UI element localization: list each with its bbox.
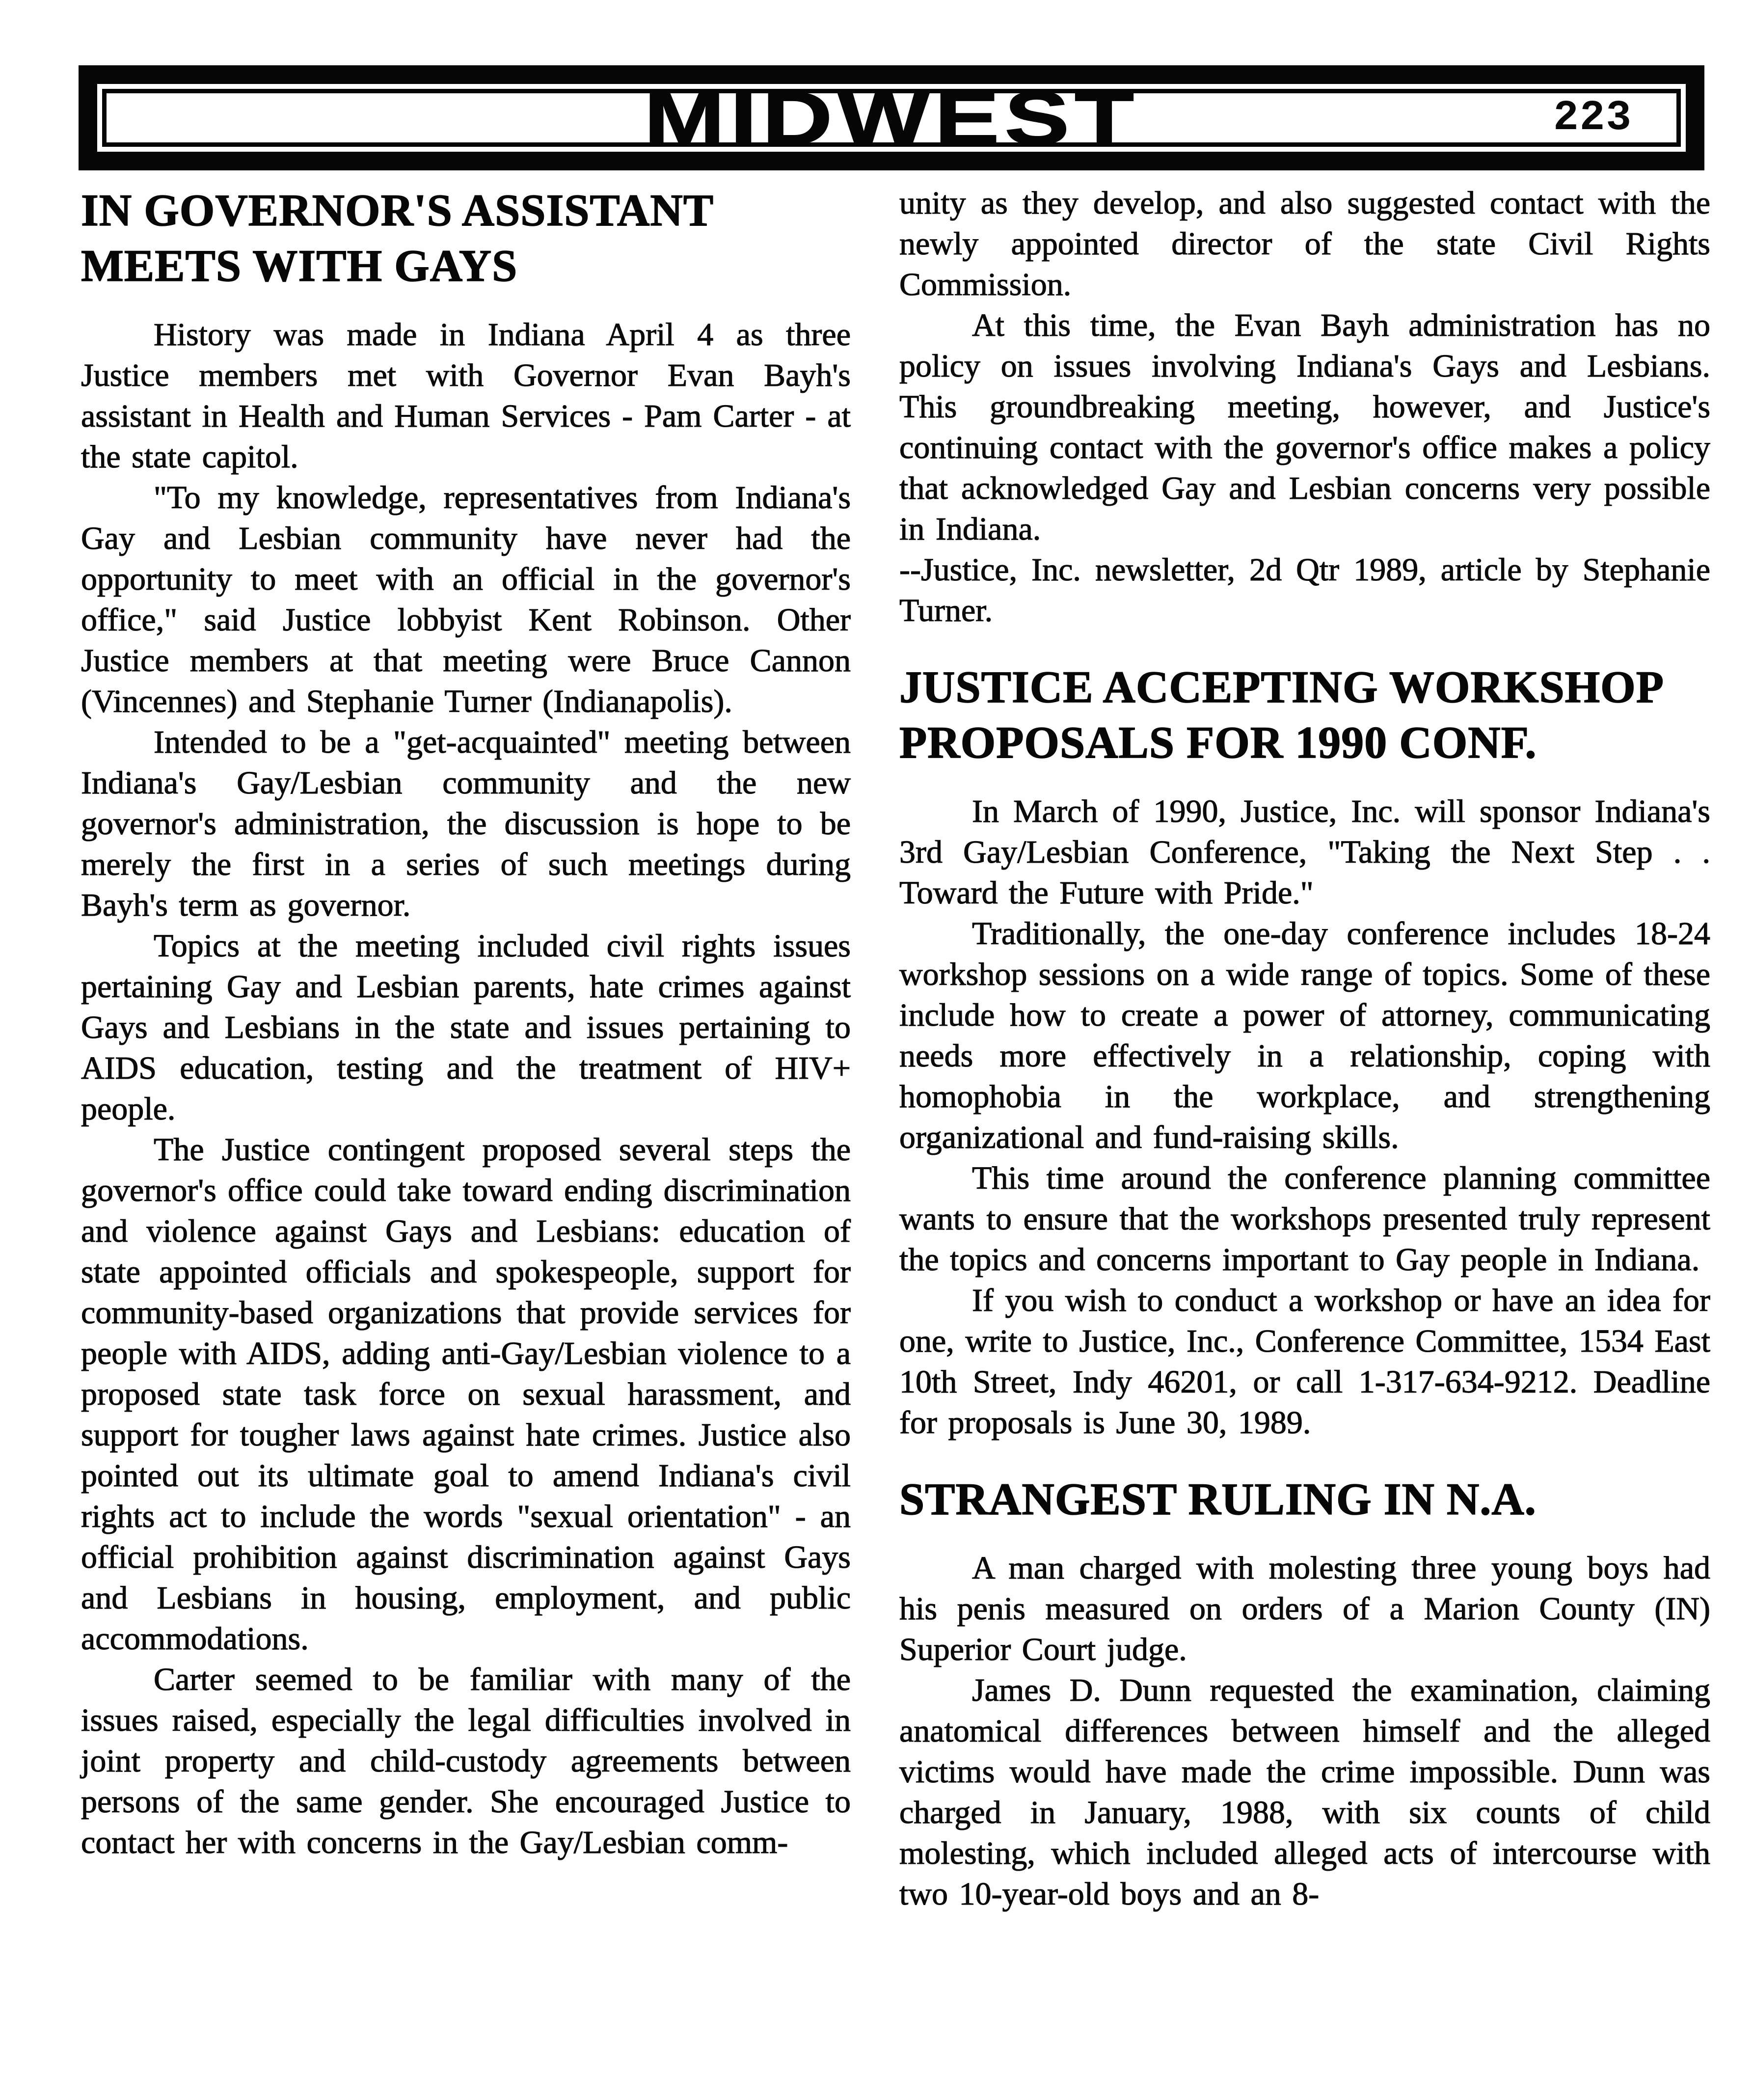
article-body-strangest-ruling: [899, 1548, 1710, 1914]
article-heading-strangest-ruling: STRANGEST RULING IN N.A.: [899, 1474, 1537, 1524]
article-attribution: --Justice, Inc. newsletter, 2d Qtr 1989, article by Stephanie Turner.: [899, 552, 1710, 628]
article-body-workshop-proposals: [899, 791, 1710, 1443]
article-paragraph: Traditionally, the one-day conference includes 18-24 workshop sessions on a wide range of topics. Some of these include how to create a power of attorney, communicating needs more effectively in a relationship, coping with homophobia in the workplace, and strengthening organizational and fund-raising skills.: [899, 916, 1710, 1155]
article-paragraph: History was made in Indiana April 4 as three Justice members met with Governor Evan Bayh's assistant in Health and Human Services - Pam Carter - at the state capitol.: [81, 317, 851, 475]
article-paragraph: Carter seemed to be familiar with many of the issues raised, especially the legal difficulties involved in joint property and child-custody agreements between persons of the same gender. She encouraged Justice to contact her with concerns in the Gay/Lesbian comm-: [81, 1662, 851, 1860]
article-paragraph: The Justice contingent proposed several steps the governor's office could take toward ending discrimination and violence against Gays and Lesbians: education of state appointed officials and spokespeople, support for community-based organizations that provide services for people with AIDS, adding anti-Gay/Lesbian violence to a proposed state task force on sexual harassment, and support for tougher laws against hate crimes. Justice also pointed out its ultimate goal to amend Indiana's civil rights act to include the words "sexual orientation" - an official prohibition against discrimination against Gays and Lesbians in housing, employment, and public accommodations.: [81, 1132, 851, 1657]
article-paragraph: A man charged with molesting three young boys had his penis measured on orders of a Marion County (IN) Superior Court judge.: [899, 1550, 1710, 1667]
header-banner-inner: [102, 76, 1681, 160]
left-column: [81, 183, 851, 1863]
header-banner: [79, 65, 1704, 170]
article-heading-governors-assistant: IN GOVERNOR'S ASSISTANT MEETS WITH GAYS: [81, 185, 713, 291]
article-paragraph-continuation: unity as they develop, and also suggested contact with the newly appointed director of the state Civil Rights Commission.: [899, 185, 1710, 302]
article-paragraph: Intended to be a "get-acquainted" meeting between Indiana's Gay/Lesbian community and the new governor's administration, the discussion is hope to be merely the first in a series of such meetings during Bayh's term as governor.: [81, 724, 851, 923]
article-body-governors-assistant: [81, 314, 851, 1863]
article-continuation: [899, 183, 1710, 631]
article-paragraph: Topics at the meeting included civil rights issues pertaining Gay and Lesbian parents, hate crimes against Gays and Lesbians in the state and issues pertaining to AIDS education, testing and the treatment of HIV+ people.: [81, 928, 851, 1127]
right-column: [899, 183, 1710, 1914]
article-paragraph: If you wish to conduct a workshop or have an idea for one, write to Justice, Inc., Conference Committee, 1534 East 10th Street, Indy 46201, or call 1-317-634-9212. Deadline for proposals is June 30, 1989.: [899, 1282, 1710, 1441]
page-number: 223: [1553, 94, 1632, 142]
article-paragraph: James D. Dunn requested the examination, claiming anatomical differences between himself and the alleged victims would have made the crime impossible. Dunn was charged in January, 1988, with six counts of child molesting, which included alleged acts of intercourse with two 10-year-old boys and an 8-: [899, 1672, 1710, 1912]
article-heading-workshop-proposals: JUSTICE ACCEPTING WORKSHOP PROPOSALS FOR 1990 CONF.: [899, 662, 1662, 767]
article-paragraph: "To my knowledge, representatives from Indiana's Gay and Lesbian community have never had the opportunity to meet with an official in the governor's office," said Justice lobbyist Kent Robinson. Other Justice members at that meeting were Bruce Cannon (Vincennes) and Stephanie Turner (Indianapolis).: [81, 480, 851, 719]
publication-title: MIDWEST: [644, 76, 1139, 160]
article-paragraph: In March of 1990, Justice, Inc. will sponsor Indiana's 3rd Gay/Lesbian Conference, "Taking the Next Step . . Toward the Future with Pride.": [899, 793, 1710, 911]
article-paragraph: This time around the conference planning committee wants to ensure that the workshops presented truly represent the topics and concerns important to Gay people in Indiana.: [899, 1160, 1710, 1278]
article-paragraph: At this time, the Evan Bayh administration has no policy on issues involving Indiana's Gays and Lesbians. This groundbreaking meeting, however, and Justice's continuing contact with the governor's office makes a policy that acknowledged Gay and Lesbian concerns very possible in Indiana.: [899, 307, 1710, 547]
